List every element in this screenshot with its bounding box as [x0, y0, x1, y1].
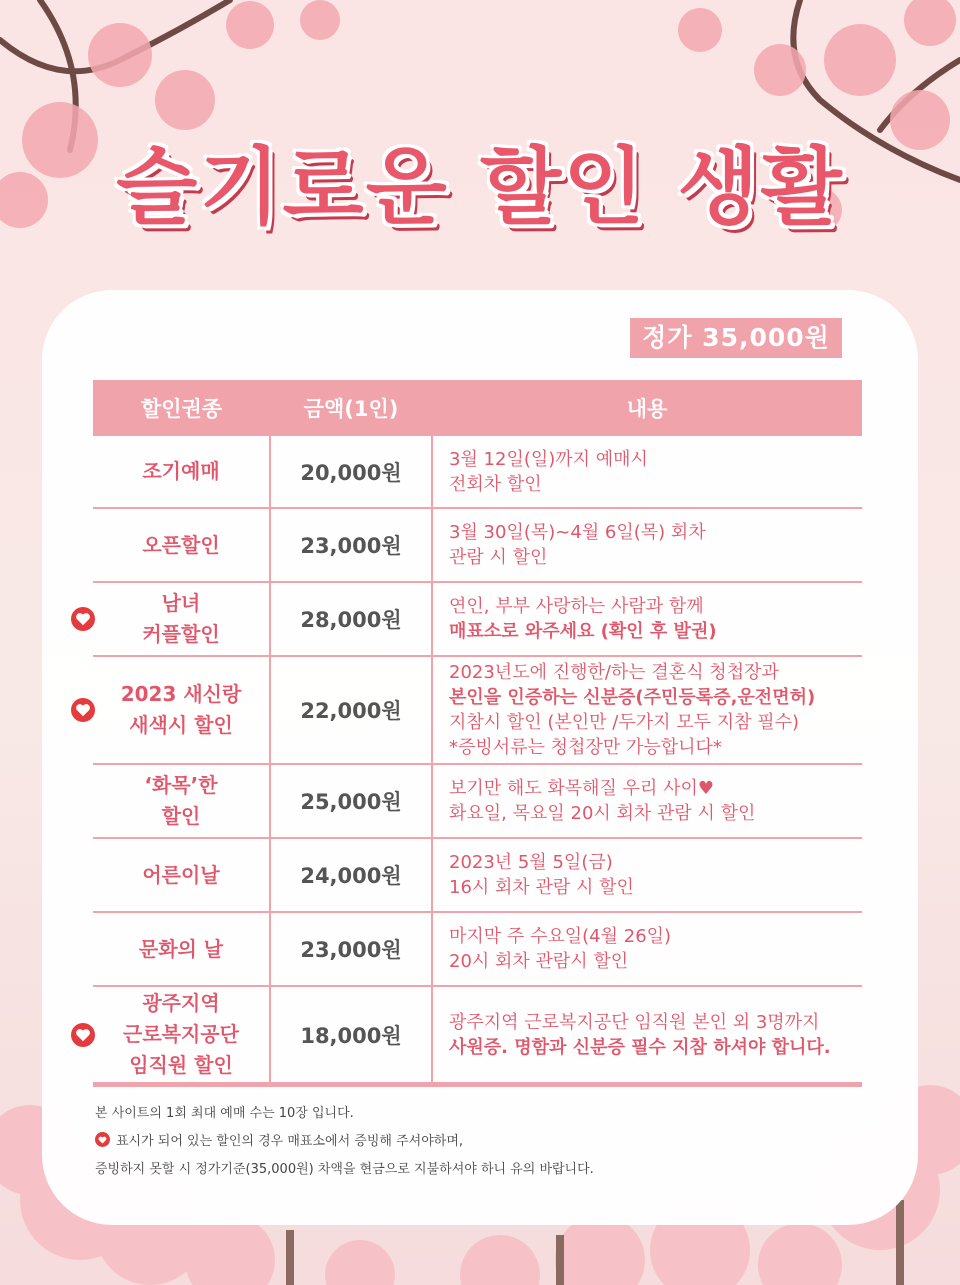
regular-price-badge: 정가 35,000원 — [630, 318, 842, 358]
discount-description — [432, 986, 862, 1085]
discount-table — [93, 380, 862, 1087]
discount-name-line: 조기예매 — [142, 459, 220, 483]
discount-amount: 18,000원 — [270, 986, 432, 1085]
discount-name-line: 근로복지공단 — [123, 1022, 239, 1046]
heart-icon — [71, 607, 95, 631]
note-price-difference: 증빙하지 못할 시 정가기준(35,000원) 차액을 현금으로 지불하셔야 하니 유의 바랍니다. — [95, 1162, 594, 1177]
discount-name-line: ‘화목’한 — [144, 773, 218, 797]
description-line: 2023년 5월 5일(금) — [449, 852, 613, 873]
discount-name — [93, 912, 270, 986]
heart-icon — [71, 1023, 95, 1047]
description-line: 매표소로 와주세요 (확인 후 발권) — [449, 621, 717, 642]
description-line: 사원증. 명함과 신분증 필수 지참 하셔야 합니다. — [449, 1036, 831, 1058]
description-line: 16시 회차 관람 시 할인 — [449, 877, 634, 898]
discount-amount: 23,000원 — [270, 912, 432, 986]
note-heart-proof: 표시가 되어 있는 할인의 경우 매표소에서 증빙해 주셔야하며, — [95, 1128, 594, 1156]
table-row — [93, 986, 862, 1085]
description-line: 연인, 부부 사랑하는 사람과 함께 — [449, 596, 704, 617]
description-line: 전회차 할인 — [449, 473, 542, 495]
discount-name-line: 할인 — [161, 804, 201, 828]
discount-description — [432, 656, 862, 764]
heart-icon — [95, 1132, 110, 1147]
discount-name — [93, 582, 270, 656]
description-line: 관람 시 할인 — [449, 547, 548, 568]
discount-name-line: 문화의 날 — [138, 936, 224, 961]
description-line: 마지막 주 수요일(4월 26일) — [449, 926, 672, 947]
discount-name-line: 임직원 할인 — [129, 1053, 233, 1077]
discount-name — [93, 436, 270, 508]
discount-amount: 20,000원 — [270, 436, 432, 508]
discount-description — [432, 838, 862, 912]
discount-name — [93, 838, 270, 912]
description-line: *증빙서류는 청첩장만 가능합니다* — [449, 737, 722, 758]
description-line: 20시 회차 관람시 할인 — [449, 951, 629, 972]
header-discount-type: 할인권종 — [93, 380, 270, 436]
table-row — [93, 508, 862, 582]
discount-name — [93, 986, 270, 1085]
table-row — [93, 838, 862, 912]
page-title: 슬기로운 할인 생활 — [116, 138, 844, 236]
discount-amount: 23,000원 — [270, 508, 432, 582]
discount-name-line: 새색시 할인 — [129, 713, 233, 737]
table-header-row — [93, 380, 862, 436]
discount-name — [93, 764, 270, 838]
discount-amount: 22,000원 — [270, 656, 432, 764]
description-line: 지참시 할인 (본인만 /두가지 모두 지참 필수) — [449, 712, 800, 733]
heart-icon — [71, 698, 95, 722]
description-line: 화요일, 목요일 20시 회차 관람 시 할인 — [449, 803, 756, 824]
discount-description — [432, 436, 862, 508]
header-amount: 금액(1인) — [270, 380, 432, 436]
discount-name-line: 광주지역 — [142, 991, 220, 1015]
discount-description — [432, 912, 862, 986]
description-line: 3월 30일(목)~4월 6일(목) 회차 — [449, 522, 706, 543]
description-line: 2023년도에 진행한/하는 결혼식 청첩장과 — [449, 662, 779, 683]
discount-description — [432, 582, 862, 656]
table-row — [93, 912, 862, 986]
header-content: 내용 — [432, 380, 862, 436]
table-row — [93, 764, 862, 838]
discount-description — [432, 508, 862, 582]
table-row — [93, 582, 862, 656]
discount-amount: 25,000원 — [270, 764, 432, 838]
description-line: 3월 12일(일)까지 예매시 — [449, 448, 648, 470]
table-row — [93, 656, 862, 764]
discount-name — [93, 656, 270, 764]
notes — [95, 1100, 594, 1184]
discount-name-line: 2023 새신랑 — [120, 682, 242, 706]
discount-name-line: 어른이날 — [142, 862, 220, 887]
description-line: 광주지역 근로복지공단 임직원 본인 외 3명까지 — [449, 1011, 820, 1033]
description-line: 보기만 해도 화목해질 우리 사이♥ — [449, 778, 715, 799]
note-max-tickets: 본 사이트의 1회 최대 예매 수는 10장 입니다. — [95, 1106, 354, 1121]
discount-description — [432, 764, 862, 838]
discount-amount: 28,000원 — [270, 582, 432, 656]
discount-name — [93, 508, 270, 582]
description-line: 본인을 인증하는 신분증(주민등록증,운전면허) — [449, 687, 816, 708]
discount-name-line: 커플할인 — [142, 622, 220, 646]
discount-amount: 24,000원 — [270, 838, 432, 912]
discount-name-line: 남녀 — [161, 591, 201, 615]
table-row — [93, 436, 862, 508]
discount-name-line: 오픈할인 — [142, 532, 220, 557]
